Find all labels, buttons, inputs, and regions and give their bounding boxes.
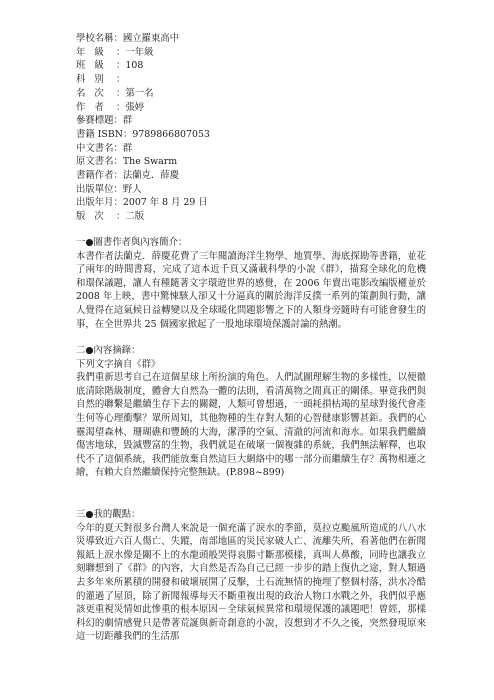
section-heading-excerpt: 二●內容摘錄：: [76, 345, 141, 356]
metadata-value: 二版: [125, 211, 145, 223]
metadata-label: 班級: [76, 60, 113, 72]
metadata-separator: ：: [116, 101, 126, 113]
metadata-row: [76, 101, 210, 115]
metadata-label: 書籍 ISBN: [76, 128, 123, 140]
metadata-value: 法蘭克．薛慶: [122, 170, 180, 182]
metadata-label: 原文書名: [76, 156, 114, 168]
metadata-label: 年級: [76, 46, 113, 58]
metadata-separator: ：: [116, 46, 126, 58]
metadata-label: 書籍作者: [76, 170, 114, 182]
metadata-row: [76, 32, 210, 46]
metadata-separator: ：: [113, 170, 123, 182]
metadata-value: 群: [122, 142, 133, 154]
metadata-row: [76, 114, 210, 128]
metadata-value: 108: [125, 60, 144, 72]
metadata-block: [76, 32, 210, 224]
section-text-excerpt: 我們重新思考自己在這個星球上所扮演的角色。人們試圖理解生物的多樣性，以便徹底清除階級制度，體會大自然為一體的法則，看清萬物之間真正的關係。畢竟我們與自然的聯繫是繼續生存下去的關鍵，人類可曾想過，一頭耗損枯竭的星球對後代會產生何等心理衝擊？眾所周知，其他物種的生存對人類的心智健康影響甚鉅。我們的心靈渴望森林、珊瑚礁和豐饒的大海，潔淨的空氣、清澈的河流和海水。如果我們繼續傷害地球，毀滅豐富的生物，我們就是在破壞一個複雜的系統，我們無法解釋，也取代不了這個系統，我們能放棄自然這巨大網絡中的哪一部分而繼續生存？萬物相連之繪，有賴大自然繼續保持完整無缺。(P.898~899): [76, 372, 426, 479]
metadata-row: [76, 59, 210, 73]
metadata-row: [76, 183, 210, 197]
section-text-opinion: 今年的夏天對很多台灣人來說是一個充滿了淚水的季節，莫拉克颱風所造成的八八水災導致近六百人傷亡、失蹤，南部地區的災民家破人亡、流離失所，看著他們在新聞報紙上淚水像是關不上的水龍頭般哭得哀腸寸斷那模樣，真叫人鼻酸，同時也讓我立刻聯想到了《群》的內容，大自然是否為自己已經一步步的踏上復仇之途，對人類過去多年來所累積的開發和破壞展開了反擊，土石流無情的掩埋了整個村落，洪水冷酷的灌過了屋頂，除了新聞報導每天不斷重複出現的政治人物口水戰之外，我們似乎應該更重視災情如此慘重的根本原因－全球氣候異常和環境保護的議題吧！曾經，那樣科幻的劇情感覺只是帶著荒誕與新奇創意的小說，沒想到才不久之後，突然發現原來這一切距離我們的生活那: [76, 522, 426, 643]
excerpt-source-line: 下列文字摘自《群》: [76, 358, 161, 370]
metadata-separator: ：: [113, 197, 123, 209]
metadata-separator: ：: [122, 128, 133, 140]
metadata-row: [76, 46, 210, 60]
section-intro: [76, 236, 426, 331]
metadata-label: 學校名稱: [76, 33, 114, 44]
metadata-row: [76, 155, 210, 169]
metadata-value: 野人: [122, 183, 142, 195]
metadata-label: 版次: [76, 211, 113, 223]
metadata-separator: ：: [116, 87, 126, 99]
section-heading-opinion: 三●我的觀點：: [76, 509, 141, 520]
metadata-row: [76, 87, 210, 101]
metadata-row: [76, 73, 210, 87]
metadata-row: [76, 142, 210, 156]
metadata-label: 名次: [76, 87, 113, 99]
metadata-value: 2007 年 8 月 29 日: [122, 197, 208, 209]
section-text-intro: 本書作者法蘭克．薛慶花費了三年閱讀海洋生物學、地質學、海底探勘等書籍，並花了兩年的時間書寫，完成了這本近千頁又滿載科學的小說《群》，描寫全球化的危機和環保議題，讓人有種隨著文字環遊世界的感覺，在 2006 年賣出電影改編版權並於 2008 年上映，書中驚悚駭人卻又十分逼真的關於海洋反撲一系列的策劃與行動，讓人覺得在這氣候日益轉變以及全球暖化問題影響之下的人類身旁隨時有可能會發生的事，在全世界共 25 個國家掀起了一股地球環境保護討論的熱潮。: [76, 250, 426, 330]
metadata-value: 群: [122, 115, 133, 127]
metadata-label: 參賽標題: [76, 115, 114, 127]
metadata-row: [76, 210, 210, 224]
metadata-value: 第一名: [125, 87, 154, 99]
section-heading-intro: 一●圖書作者與內容簡介：: [76, 237, 188, 248]
metadata-value: 一年級: [125, 46, 154, 58]
metadata-value: The Swarm: [122, 156, 178, 168]
metadata-separator: ：: [113, 156, 123, 168]
section-excerpt: [76, 344, 426, 480]
metadata-label: 出版年月: [76, 197, 114, 209]
metadata-row: [76, 196, 210, 210]
metadata-separator: ：: [116, 211, 126, 223]
metadata-value: 9789866807053: [132, 128, 210, 140]
metadata-row: [76, 128, 210, 142]
metadata-label: 作者: [76, 101, 113, 113]
metadata-separator: ：: [116, 74, 126, 86]
metadata-label: 中文書名: [76, 142, 114, 154]
section-opinion: [76, 508, 426, 644]
metadata-label: 科別: [76, 74, 113, 86]
metadata-value: 國立羅東高中: [122, 33, 180, 44]
metadata-separator: ：: [113, 183, 123, 195]
metadata-separator: ：: [116, 60, 126, 72]
metadata-label: 出版單位: [76, 183, 114, 195]
metadata-separator: ：: [113, 33, 123, 44]
metadata-row: [76, 169, 210, 183]
metadata-separator: ：: [113, 142, 123, 154]
metadata-value: 張婷: [125, 101, 145, 113]
metadata-separator: ：: [113, 115, 123, 127]
